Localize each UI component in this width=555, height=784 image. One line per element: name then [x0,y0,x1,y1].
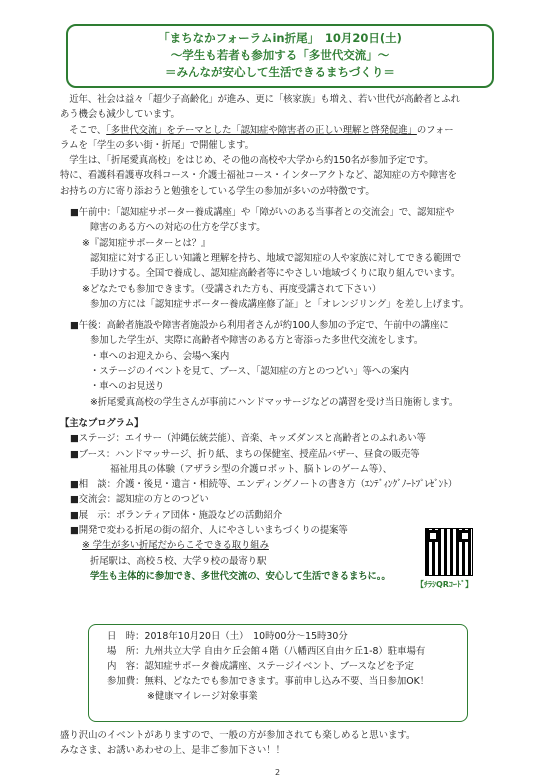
title-banner [66,24,494,88]
morning-line: 認知症に対する正しい知識と理解を持ち、地域で認知症の人や家族に対してできる範囲で [90,252,462,264]
program-line: ■ステージ：エイサー（沖縄伝統芸能）、音楽、キッズダンスと高齢者とのふれあい等 [70,433,426,445]
info-note: ※健康マイレージ対象事業 [147,691,258,702]
program-heading: 【主なプログラム】 [60,417,144,429]
closing-line: みなさま、お誘いあわせの上、是非ご参加下さい！！ [60,745,286,757]
intro-text: そこで、 [60,124,107,136]
info-date: 日 時：2018年10月20日（土） 10時00分～15時30分 [107,631,348,642]
page-number: 2 [274,768,281,777]
closing-text [60,728,510,759]
program-line: ■相 談：介護・後見・遺言・相続等、エンディングノートの書き方（ｴﾝﾃﾞｨﾝｸﾞﾉｰﾄﾌﾟﾚｾﾞﾝﾄ） [70,479,458,491]
intro-line: お持ちの方に寄り添おうと勉強をしている学生の参加が多いのが特徴です。 [60,185,375,197]
morning-line: 参加の方には「認知症サポーター養成講座修了証」と「オレンジリング」を差し上げます。 [90,298,469,310]
intro-line: あう機会も減少しています。 [60,109,180,121]
qr-code-label: 【ﾁﾗｼQRｺｰﾄﾞ】 [416,580,473,589]
intro-line [60,123,508,138]
title-line-1: 「まちなかフォーラムin折尾」 10月20日(土) [158,31,402,45]
qr-code-icon[interactable] [425,528,473,576]
closing-line: 盛り沢山のイベントがありますので、一般の方が参加されても楽しめると思います。 [60,730,416,741]
title-line-2: ～学生も若者も参加する「多世代交流」～ [170,48,390,62]
intro-line: 特に、看護科看護専攻科コース・介護士福祉コース・インターアクトなど、認知症の方や障害を [60,170,457,182]
program-line: ■ブース：ハンドマッサージ、折り紙、まちの保健室、授産品バザー、昼食の販売等 [70,448,420,460]
afternoon-line: 参加した学生が、実際に高齢者や障害のある方と寄添った多世代交流をします。 [90,335,424,347]
program-line: ■開発で変わる折尾の街の紹介、人にやさしいまちづくりの提案等 [70,525,348,537]
intro-text: のフォー [416,124,454,136]
program-line: ■交流会：認知症の方とのつどい [70,494,209,506]
afternoon-line: ・車へのお見送り [90,381,165,393]
morning-line: ※『認知症サポーターとは？』 [82,237,211,249]
info-fee: 参加費：無料、どなたでも参加できます。事前申し込み不要、当日参加OK！ [107,676,430,687]
info-place: 場 所：九州共立大学 自由ケ丘会館４階（八幡西区自由ケ丘1-8）駐車場有 [107,646,426,657]
intro-line: 近年、社会は益々「超少子高齢化」が進み、更に「核家族」も増え、若い世代が高齢者とふれ [60,94,460,105]
intro-line: 学生は、「折尾愛真高校」をはじめ、その他の高校や大学から約150名が参加予定です。 [60,155,434,167]
morning-line: ■午前中：「認知症サポーター養成講座」や「障がいのある当事者との交流会」で、認知症や [70,207,455,219]
afternoon-line: ※折尾愛真高校の学生さんが事前にハンドマッサージなどの講習を受け当日施術します。 [90,396,459,408]
afternoon-line: ・ステージのイベントを見て、ブース、「認知症の方とのつどい」等への案内 [90,366,409,378]
morning-line: 障害のある方への対応の仕方を学びます。 [90,222,266,234]
program-line: 折尾駅は、高校５校、大学９校の最寄り駅 [90,555,267,567]
morning-line: 手助けする。全国で養成し、認知症高齢者等にやさしい地域づくりに取り組んでいます。 [90,268,461,280]
event-info-box [88,624,468,722]
info-content: 内 容：認知症サポータ養成講座、ステージイベント、ブースなどを予定 [107,661,414,672]
morning-line: ※どなたでも参加できます。（受講された方も、再度受講されて下さい） [82,283,382,295]
intro-underlined-text: 「多世代交流」をテーマとした「認知症や障害者の正しい理解と啓発促進」 [106,124,417,136]
program-line: ■展 示：ボランティア団体・施設などの活動紹介 [70,509,283,521]
program-line: ※ 学生が多い折尾だからこそできる取り組み [82,540,269,552]
afternoon-line: ■午後：高齢者施設や障害者施設から利用者さんが約100人参加の予定で、午前中の講座に [70,320,449,332]
title-line-3: ＝みんなが安心して生活できるまちづくり＝ [165,65,395,79]
body-text [60,92,508,584]
program-highlight: 学生も主体的に参加でき、多世代交流の、安心して生活できるまちに。。 [90,570,391,582]
intro-line: ラムを「学生の多い街・折尾」で開催します。 [60,139,254,151]
program-line: 福祉用具の体験（アザラシ型の介護ロボット、脳トレのゲーム等）、 [110,463,392,475]
afternoon-line: ・車へのお迎えから、会場へ案内 [90,350,230,362]
